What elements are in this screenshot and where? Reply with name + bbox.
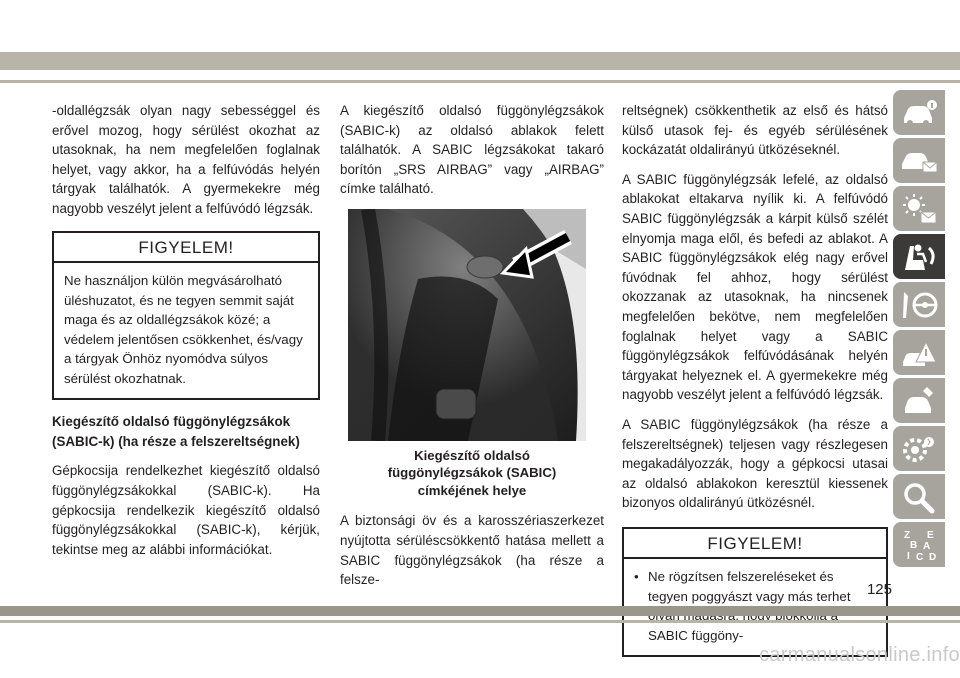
paragraph: A kiegészítő oldalsó függönylégzsákok (SABIC-k) az oldalsó ablakok felett találhatók. A SABIC légzsákokat takaró borítón „SRS AIRBAG” vagy „AIRBAG” címke található.: [340, 103, 604, 197]
page-number: 125: [866, 581, 892, 598]
chapter-tabs: [893, 90, 945, 570]
header-band: [0, 52, 960, 70]
figure-caption: Kiegészítő oldalsó függönylégzsákok (SABIC) címkéjének helye: [387, 447, 557, 498]
lights-mail-icon: [899, 192, 939, 226]
column-right: [622, 101, 888, 669]
svg-text:Z: Z: [904, 529, 911, 541]
footer-rule: [0, 620, 960, 623]
tab-car-info[interactable]: [893, 90, 945, 135]
svg-text:D: D: [929, 551, 937, 562]
paragraph: Gépkocsija rendelkezhet kiegészítő oldalsó függönylégzsákokkal (SABIC-k). Ha gépkocsija rendelkezik kiegészítő oldalsó függönylégzsákokkal (SABIC-k), kérjük, tekintse meg az alábbi információkat.: [52, 463, 320, 557]
section-heading: Kiegészítő oldalsó függönylégzsákok (SABIC-k) (ha része a felszereltségnek): [52, 414, 300, 449]
paragraph: reltségnek) csökkenthetik az első és hátsó külső utasok fej- és egyéb sérülésének kockázatát oldalirányú ütközéseknél.: [622, 103, 888, 158]
paragraph: A biztonsági öv és a karosszériaszerkezet nyújtotta sérüléscsökkentő hatása mellett a SABIC függönylégzsákok (ha része a felsze-: [340, 513, 604, 588]
warning-box: [52, 231, 320, 401]
warning-box: [622, 527, 888, 658]
paragraph: A SABIC függönylégzsákok (ha része a felszereltségnek) teljesen vagy részlegesen megakadályozzák, hogy a gépkocsi utasai az oldalsó ablakokon keresztül kiessenek bizonyos oldalirányú ütközésnél.: [622, 416, 888, 511]
car-mail-icon: [899, 144, 939, 178]
sabic-label-photo: [348, 209, 586, 441]
svg-text:B: B: [910, 539, 918, 551]
magnifier-icon: [899, 480, 939, 514]
seat-airbag-icon: [899, 240, 939, 274]
header-rule: [0, 80, 960, 83]
svg-text:A: A: [923, 540, 931, 552]
warning-title: FIGYELEM!: [54, 233, 318, 264]
tab-safety[interactable]: [893, 234, 945, 279]
tab-index[interactable]: [893, 522, 945, 567]
svg-text:C: C: [916, 551, 924, 562]
wrench-steering-icon: [899, 288, 939, 322]
car-service-icon: [899, 384, 939, 418]
column-left: [52, 101, 320, 569]
tab-search[interactable]: [893, 474, 945, 519]
car-info-icon: [899, 96, 939, 130]
svg-text:E: E: [927, 529, 934, 541]
watermark: carmanualsonline.info: [759, 644, 960, 666]
paragraph: A SABIC függönylégzsák lefelé, az oldalsó ablakokat eltakarva nyílik ki. A felfúvódó SABIC függönylégzsák a kárpit külső szélét elnyomja maga elől, és befedi az ablakot. A SABIC függönylégzsákok elég nagy erővel fúvódnak fel ahhoz, hogy sérülést okozzanak az utasoknak, ha nincsenek megfelelően bekötve, nem megfelelően foglalnak helyet vagy a SABIC függönylégzsákok felfúvódásának helyén tárgyakat helyeznek el. A gyermekekre még nagyobb veszélyt jelent a felfúvódó légzsák.: [622, 171, 888, 403]
tab-emergency[interactable]: [893, 330, 945, 375]
tab-lights-mail[interactable]: [893, 186, 945, 231]
tab-car-mail[interactable]: [893, 138, 945, 183]
svg-text:I: I: [907, 550, 910, 562]
index-icon: [899, 528, 939, 562]
tab-maintenance[interactable]: [893, 378, 945, 423]
warning-bullet: • Ne rögzítsen felszereléseket és tegyen poggyászt vagy más terhet SABIC függöny-: [634, 569, 851, 643]
tab-starting[interactable]: [893, 282, 945, 327]
warning-title: FIGYELEM!: [624, 529, 886, 560]
settings-icon: [899, 432, 939, 466]
tab-settings[interactable]: [893, 426, 945, 471]
column-middle: [340, 101, 604, 600]
paragraph: -oldallégzsák olyan nagy sebességgel és erővel mozog, hogy sérülést okozhat az utasoknak, ha nem megfelelően foglalnak helyet, vagy akkor, ha a felfúvódás helyén tárgyak találhatók. A gyermekekre még nagyobb veszélyt jelent a felfúvódó légzsák.: [52, 103, 320, 216]
footer-band: [0, 606, 960, 616]
warning-text: Ne használjon külön megvásárolható üléshuzatot, és ne tegyen semmit saját maga és az oldallégzsákok közé; a védelem jelentősen csökkenhet, és/vagy a tárgyak Önhöz nyomódva súlyos sérülést okozhatnak.: [64, 273, 303, 386]
warning-car-icon: [899, 336, 939, 370]
